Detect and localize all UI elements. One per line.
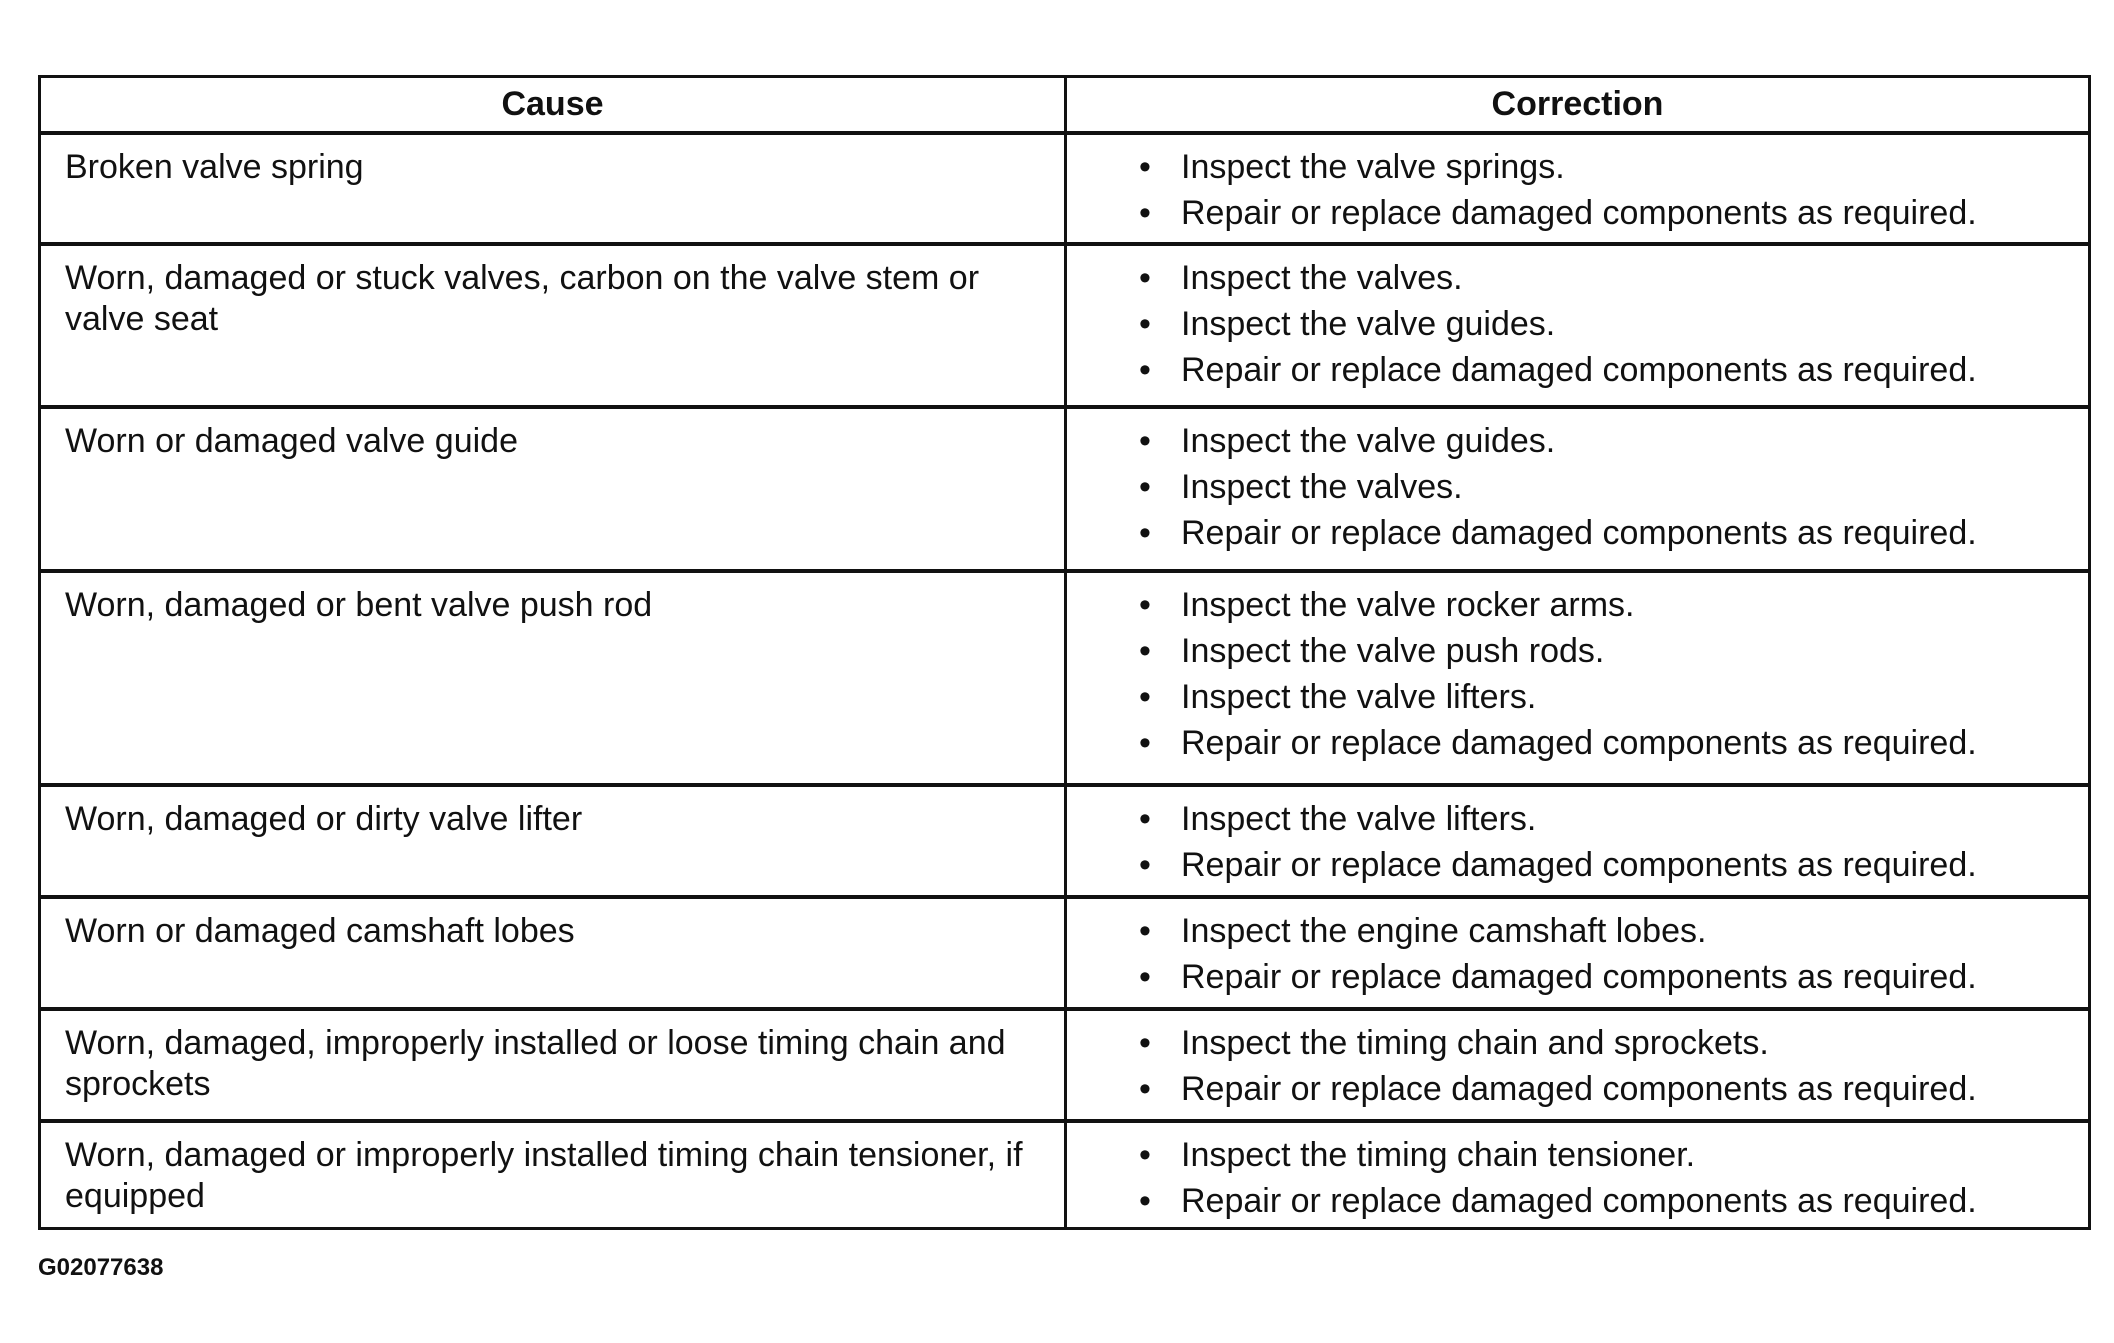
correction-list xyxy=(1091,1017,2070,1115)
correction-item: • Repair or replace damaged components as required. xyxy=(1139,1175,2070,1227)
correction-list xyxy=(1091,579,2070,769)
cause-cell: Worn or damaged camshaft lobes xyxy=(40,897,1066,1009)
correction-item: • Repair or replace damaged components as required. xyxy=(1139,1063,2070,1115)
table-row xyxy=(40,133,2090,244)
correction-list xyxy=(1091,415,2070,559)
correction-list xyxy=(1091,905,2070,1003)
correction-item: • Repair or replace damaged components as required. xyxy=(1139,344,2070,396)
correction-item: • Inspect the timing chain tensioner. xyxy=(1139,1129,2070,1181)
correction-cell xyxy=(1066,897,2090,1009)
correction-item: • Repair or replace damaged components as required. xyxy=(1139,951,2070,1003)
correction-item: • Repair or replace damaged components as required. xyxy=(1139,507,2070,559)
table-row xyxy=(40,407,2090,571)
correction-item: • Repair or replace damaged components as required. xyxy=(1139,187,2070,239)
correction-cell xyxy=(1066,244,2090,407)
header-row xyxy=(40,77,2090,134)
correction-item: • Inspect the valve lifters. xyxy=(1139,793,2070,845)
correction-item: • Inspect the valve push rods. xyxy=(1139,625,2070,677)
table-row xyxy=(40,1121,2090,1229)
table-row xyxy=(40,571,2090,785)
correction-column-header: Correction xyxy=(1066,77,2090,134)
correction-cell xyxy=(1066,1009,2090,1121)
correction-list xyxy=(1091,793,2070,891)
correction-item: • Inspect the valve springs. xyxy=(1139,141,2070,193)
diagnostic-table xyxy=(38,75,2091,1230)
cause-cell: Worn, damaged or dirty valve lifter xyxy=(40,785,1066,897)
correction-item: • Inspect the valve rocker arms. xyxy=(1139,579,2070,631)
correction-cell xyxy=(1066,571,2090,785)
cause-cell: Broken valve spring xyxy=(40,133,1066,244)
cause-cell: Worn, damaged or bent valve push rod xyxy=(40,571,1066,785)
correction-item: • Inspect the valve lifters. xyxy=(1139,671,2070,723)
correction-cell xyxy=(1066,407,2090,571)
table-row xyxy=(40,244,2090,407)
table-row xyxy=(40,785,2090,897)
correction-list xyxy=(1091,252,2070,396)
correction-item: • Repair or replace damaged components as required. xyxy=(1139,717,2070,769)
correction-cell xyxy=(1066,1121,2090,1229)
cause-cell: Worn or damaged valve guide xyxy=(40,407,1066,571)
table-body xyxy=(40,133,2090,1229)
correction-list xyxy=(1091,141,2070,239)
cause-cell: Worn, damaged or improperly installed timing chain tensioner, if equipped xyxy=(40,1121,1066,1229)
correction-cell xyxy=(1066,785,2090,897)
correction-item: • Inspect the valve guides. xyxy=(1139,298,2070,350)
correction-item: • Inspect the valve guides. xyxy=(1139,415,2070,467)
table-row xyxy=(40,897,2090,1009)
table-row xyxy=(40,1009,2090,1121)
cause-column-header: Cause xyxy=(40,77,1066,134)
cause-cell: Worn, damaged or stuck valves, carbon on the valve stem or valve seat xyxy=(40,244,1066,407)
correction-cell xyxy=(1066,133,2090,244)
correction-list xyxy=(1091,1129,2070,1227)
figure-id: G02077638 xyxy=(38,1254,164,1281)
correction-item: • Inspect the engine camshaft lobes. xyxy=(1139,905,2070,957)
correction-item: • Inspect the valves. xyxy=(1139,252,2070,304)
cause-cell: Worn, damaged, improperly installed or loose timing chain and sprockets xyxy=(40,1009,1066,1121)
correction-item: • Repair or replace damaged components as required. xyxy=(1139,839,2070,891)
correction-item: • Inspect the valves. xyxy=(1139,461,2070,513)
correction-item: • Inspect the timing chain and sprockets. xyxy=(1139,1017,2070,1069)
